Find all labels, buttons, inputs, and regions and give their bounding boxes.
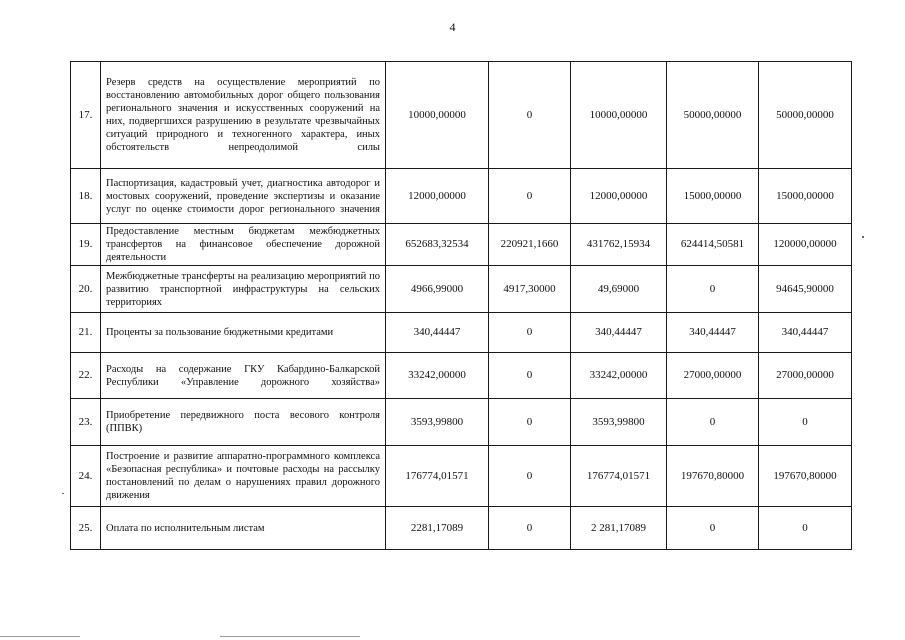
value-federal: 220921,1660: [489, 224, 571, 266]
value-federal: 4917,30000: [489, 266, 571, 313]
row-description: Расходы на содержание ГКУ Кабардино-Балкарской Республики «Управление дорожного хозяйства»: [101, 353, 386, 399]
row-description: Приобретение передвижного поста весового контроля (ППВК): [101, 399, 386, 446]
value-year-3: 50000,00000: [759, 62, 852, 169]
row-description: Межбюджетные трансферты на реализацию мероприятий по развитию транспортной инфраструктуры на сельских территориях: [101, 266, 386, 313]
value-regional: 49,69000: [571, 266, 667, 313]
value-regional: 3593,99800: [571, 399, 667, 446]
table-row-20: [71, 266, 852, 313]
value-total: 2281,17089: [386, 507, 489, 550]
row-description: Оплата по исполнительным листам: [101, 507, 386, 550]
table-row-17: [71, 62, 852, 169]
value-federal: 0: [489, 507, 571, 550]
row-number: 21.: [71, 313, 101, 353]
table-row-18: [71, 169, 852, 224]
value-year-3: 0: [759, 507, 852, 550]
value-federal: 0: [489, 169, 571, 224]
value-year-3: 197670,80000: [759, 446, 852, 507]
value-federal: 0: [489, 353, 571, 399]
value-year-2: 340,44447: [667, 313, 759, 353]
row-number: 20.: [71, 266, 101, 313]
scan-speck: [862, 236, 864, 238]
value-total: 176774,01571: [386, 446, 489, 507]
scan-speck: [62, 493, 64, 494]
value-federal: 0: [489, 446, 571, 507]
value-federal: 0: [489, 399, 571, 446]
table-row-21: [71, 313, 852, 353]
table-row-19: [71, 224, 852, 266]
value-year-2: 0: [667, 266, 759, 313]
value-year-3: 0: [759, 399, 852, 446]
value-regional: 340,44447: [571, 313, 667, 353]
value-regional: 33242,00000: [571, 353, 667, 399]
value-total: 4966,99000: [386, 266, 489, 313]
value-total: 340,44447: [386, 313, 489, 353]
value-federal: 0: [489, 62, 571, 169]
value-total: 12000,00000: [386, 169, 489, 224]
table-row-25: [71, 507, 852, 550]
table-row-24: [71, 446, 852, 507]
scan-edge-noise: [220, 636, 360, 637]
row-number: 17.: [71, 62, 101, 169]
budget-table: [70, 61, 852, 550]
value-regional: 176774,01571: [571, 446, 667, 507]
value-year-2: 197670,80000: [667, 446, 759, 507]
row-number: 22.: [71, 353, 101, 399]
row-description: Построение и развитие аппаратно-программного комплекса «Безопасная республика» и почтовые расходы на рассылку постановлений по делам о нарушениях правил дорожного движения: [101, 446, 386, 507]
row-description: Паспортизация, кадастровый учет, диагностика автодорог и мостовых сооружений, проведение экспертизы и оказание услуг по оценке стоимости дорог регионального значения: [101, 169, 386, 224]
value-year-2: 15000,00000: [667, 169, 759, 224]
value-year-2: 0: [667, 399, 759, 446]
scan-edge-noise: [0, 636, 80, 637]
value-federal: 0: [489, 313, 571, 353]
value-total: 652683,32534: [386, 224, 489, 266]
value-total: 3593,99800: [386, 399, 489, 446]
row-description: Предоставление местным бюджетам межбюджетных трансфертов на финансовое обеспечение дорожной деятельности: [101, 224, 386, 266]
row-description: Проценты за пользование бюджетными кредитами: [101, 313, 386, 353]
row-number: 18.: [71, 169, 101, 224]
value-total: 10000,00000: [386, 62, 489, 169]
value-year-3: 94645,90000: [759, 266, 852, 313]
value-total: 33242,00000: [386, 353, 489, 399]
value-year-3: 120000,00000: [759, 224, 852, 266]
table-row-23: [71, 399, 852, 446]
row-number: 24.: [71, 446, 101, 507]
value-year-3: 340,44447: [759, 313, 852, 353]
value-year-3: 15000,00000: [759, 169, 852, 224]
table-row-22: [71, 353, 852, 399]
row-description: Резерв средств на осуществление мероприятий по восстановлению автомобильных дорог общего пользования регионального значения и искусственных сооружений на них, подвергшихся разрушению в результате чрезвычайных ситуаций природного и техногенного характера, иных обстоятельств непреодолимой силы: [101, 62, 386, 169]
value-year-3: 27000,00000: [759, 353, 852, 399]
value-regional: 12000,00000: [571, 169, 667, 224]
value-year-2: 0: [667, 507, 759, 550]
page-number: 4: [449, 20, 456, 34]
value-year-2: 50000,00000: [667, 62, 759, 169]
value-year-2: 27000,00000: [667, 353, 759, 399]
value-regional: 10000,00000: [571, 62, 667, 169]
row-number: 23.: [71, 399, 101, 446]
value-regional: 2 281,17089: [571, 507, 667, 550]
value-year-2: 624414,50581: [667, 224, 759, 266]
row-number: 25.: [71, 507, 101, 550]
row-number: 19.: [71, 224, 101, 266]
value-regional: 431762,15934: [571, 224, 667, 266]
